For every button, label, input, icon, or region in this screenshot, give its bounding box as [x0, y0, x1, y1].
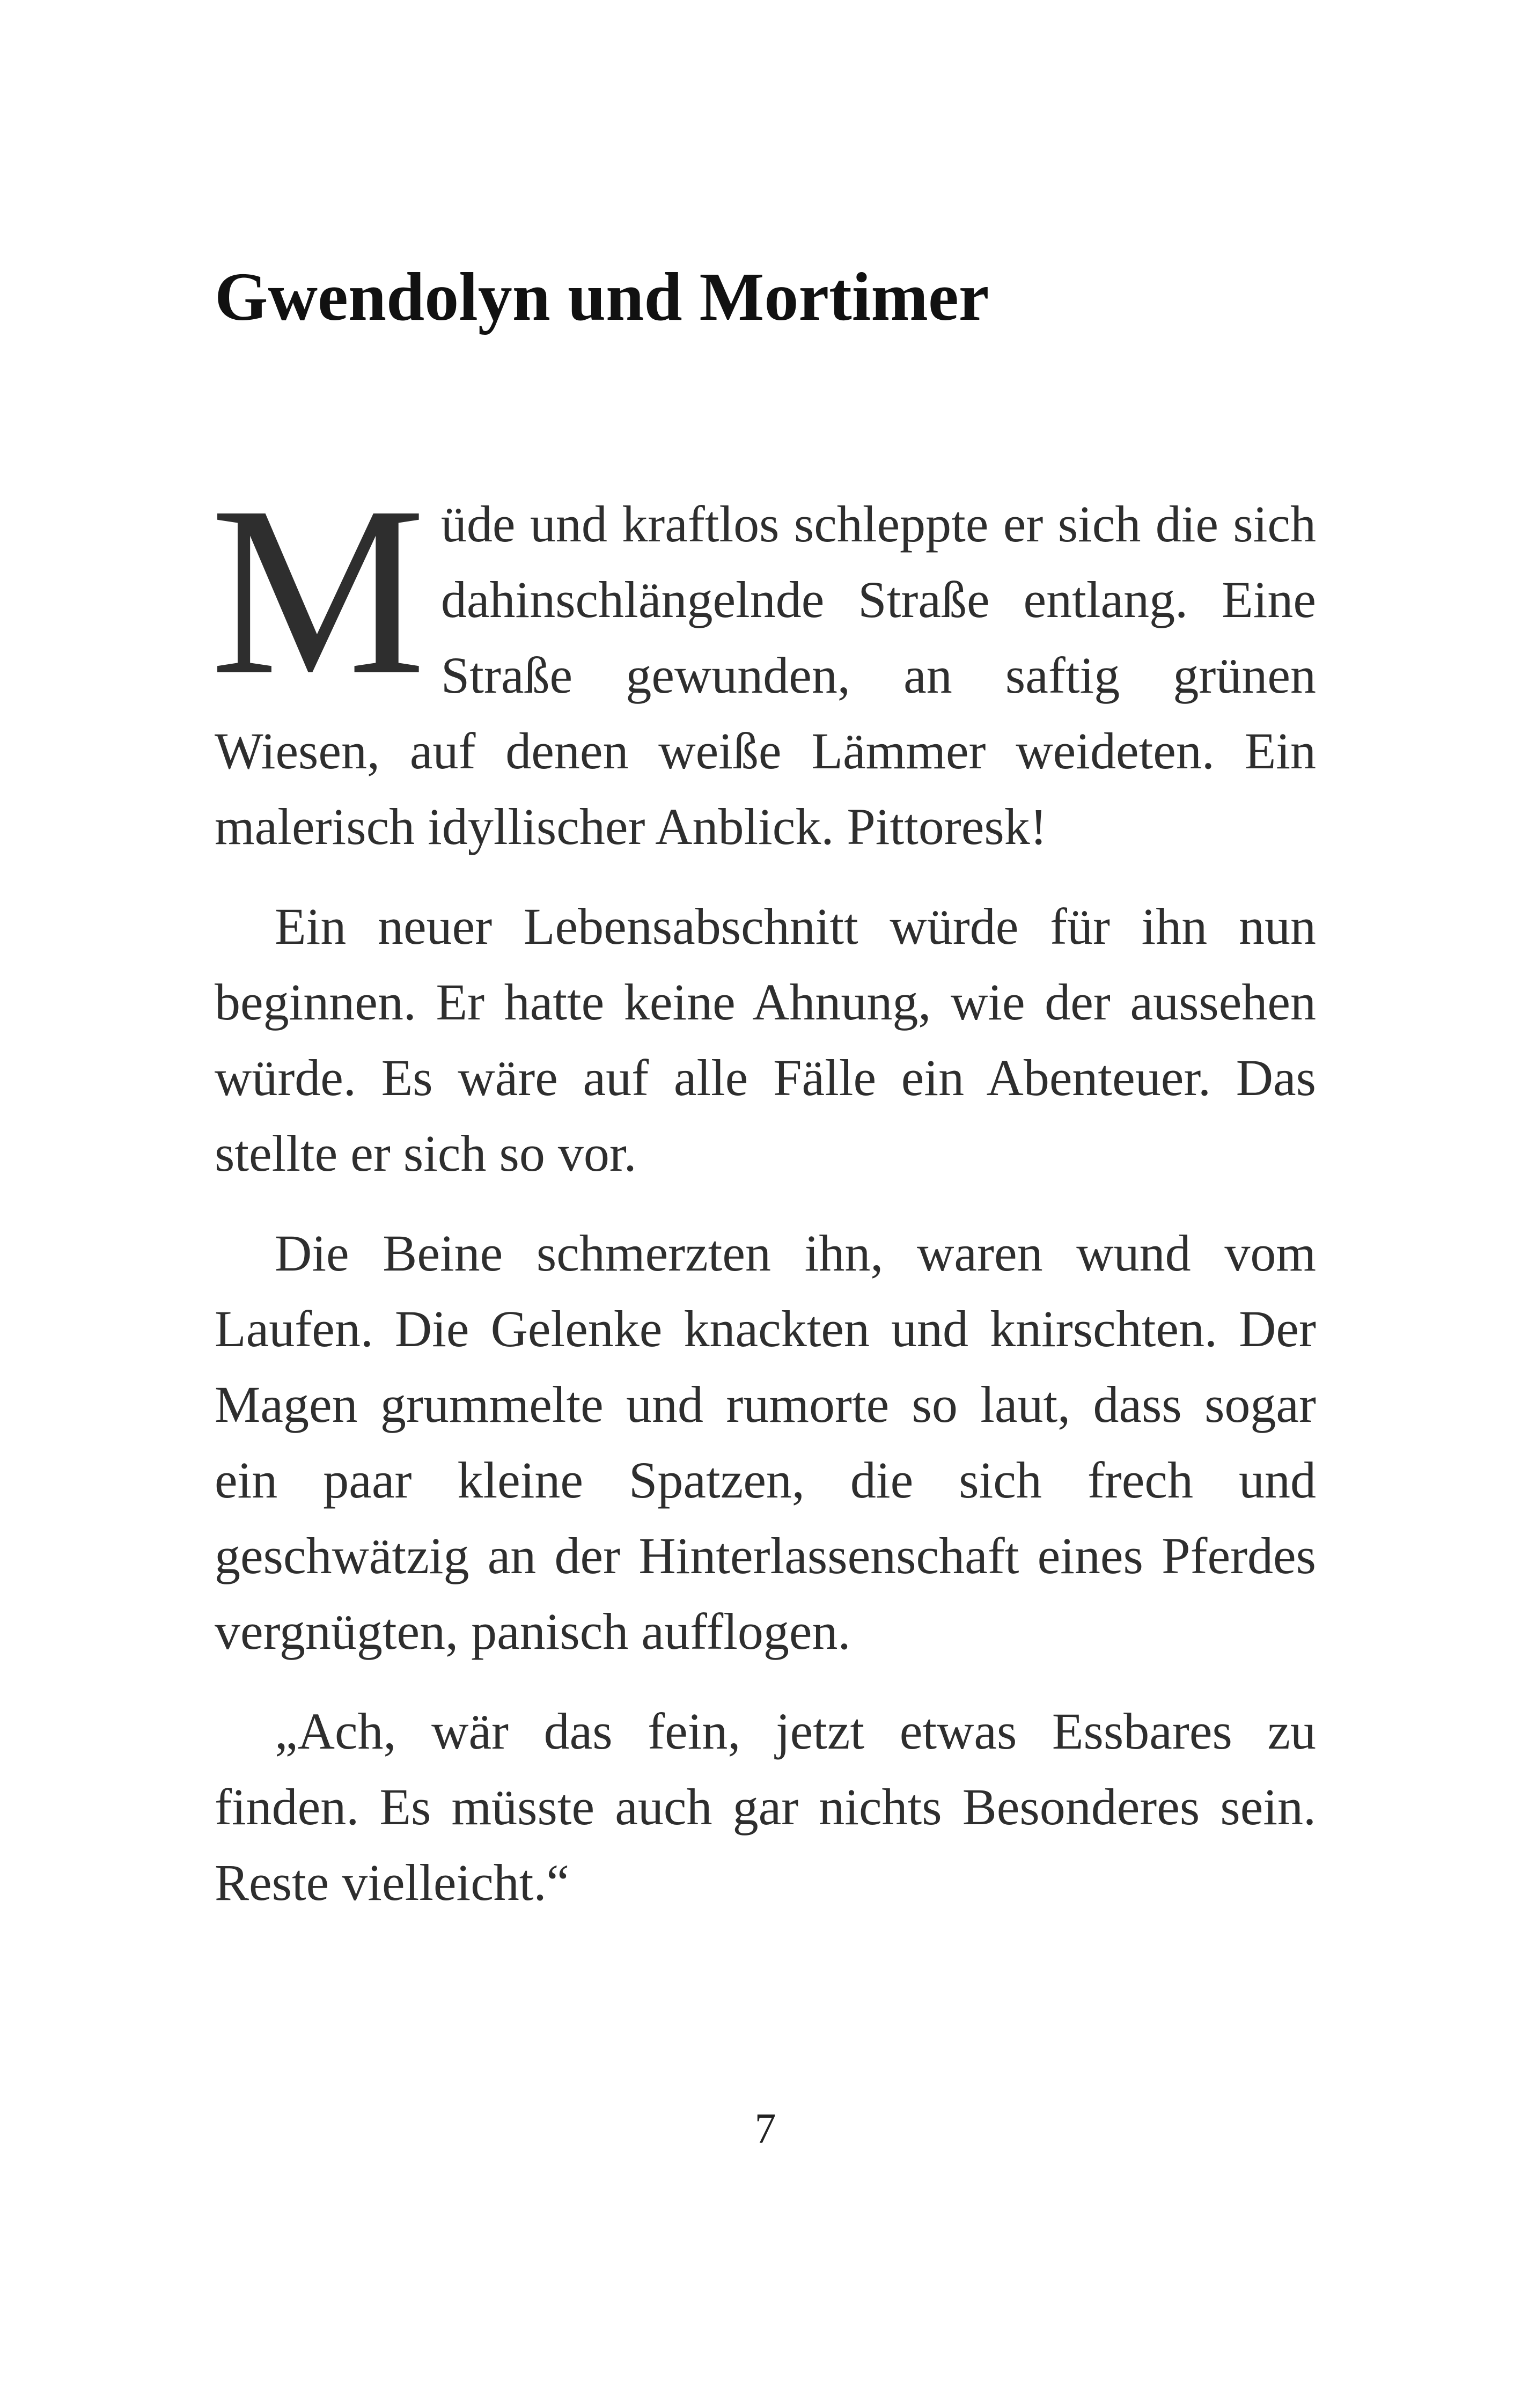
paragraph-1: [210, 456, 1316, 864]
drop-cap: M: [210, 456, 426, 725]
paragraph-2: Ein neuer Lebensabschnitt würde für ihn nun beginnen. Er hatte keine Ahnung, wie der aussehen würde. Es wäre auf alle Fälle ein Abenteuer. Das stellte er sich so vor.: [215, 898, 1316, 1182]
paragraph-4: „Ach, wär das fein, jetzt etwas Essbares zu finden. Es müsste auch gar nichts Besonderes sein. Reste vielleicht.“: [215, 1702, 1316, 1911]
paragraph-3: Die Beine schmerzten ihn, waren wund vom Laufen. Die Gelenke knackten und knirschten. Der Magen grummelte und rumorte so laut, dass sogar ein paar kleine Spatzen, die sich frech und geschwätzig an der Hinterlassenschaft eines Pferdes vergnügten, panisch aufflogen.: [215, 1224, 1316, 1660]
body-text: [210, 456, 1316, 1944]
page-number: 7: [754, 2105, 776, 2153]
paragraph-1-text: üde und kraftlos schleppte er sich die sich dahinschlängelnde Straße entlang. Eine Straße gewunden, an saftig grünen Wiesen, auf denen weiße Lämmer weideten. Ein malerisch idyllischer Anblick. Pittoresk!: [215, 495, 1316, 855]
book-page: [210, 0, 1316, 2408]
chapter-title: Gwendolyn und Mortimer: [215, 259, 989, 335]
